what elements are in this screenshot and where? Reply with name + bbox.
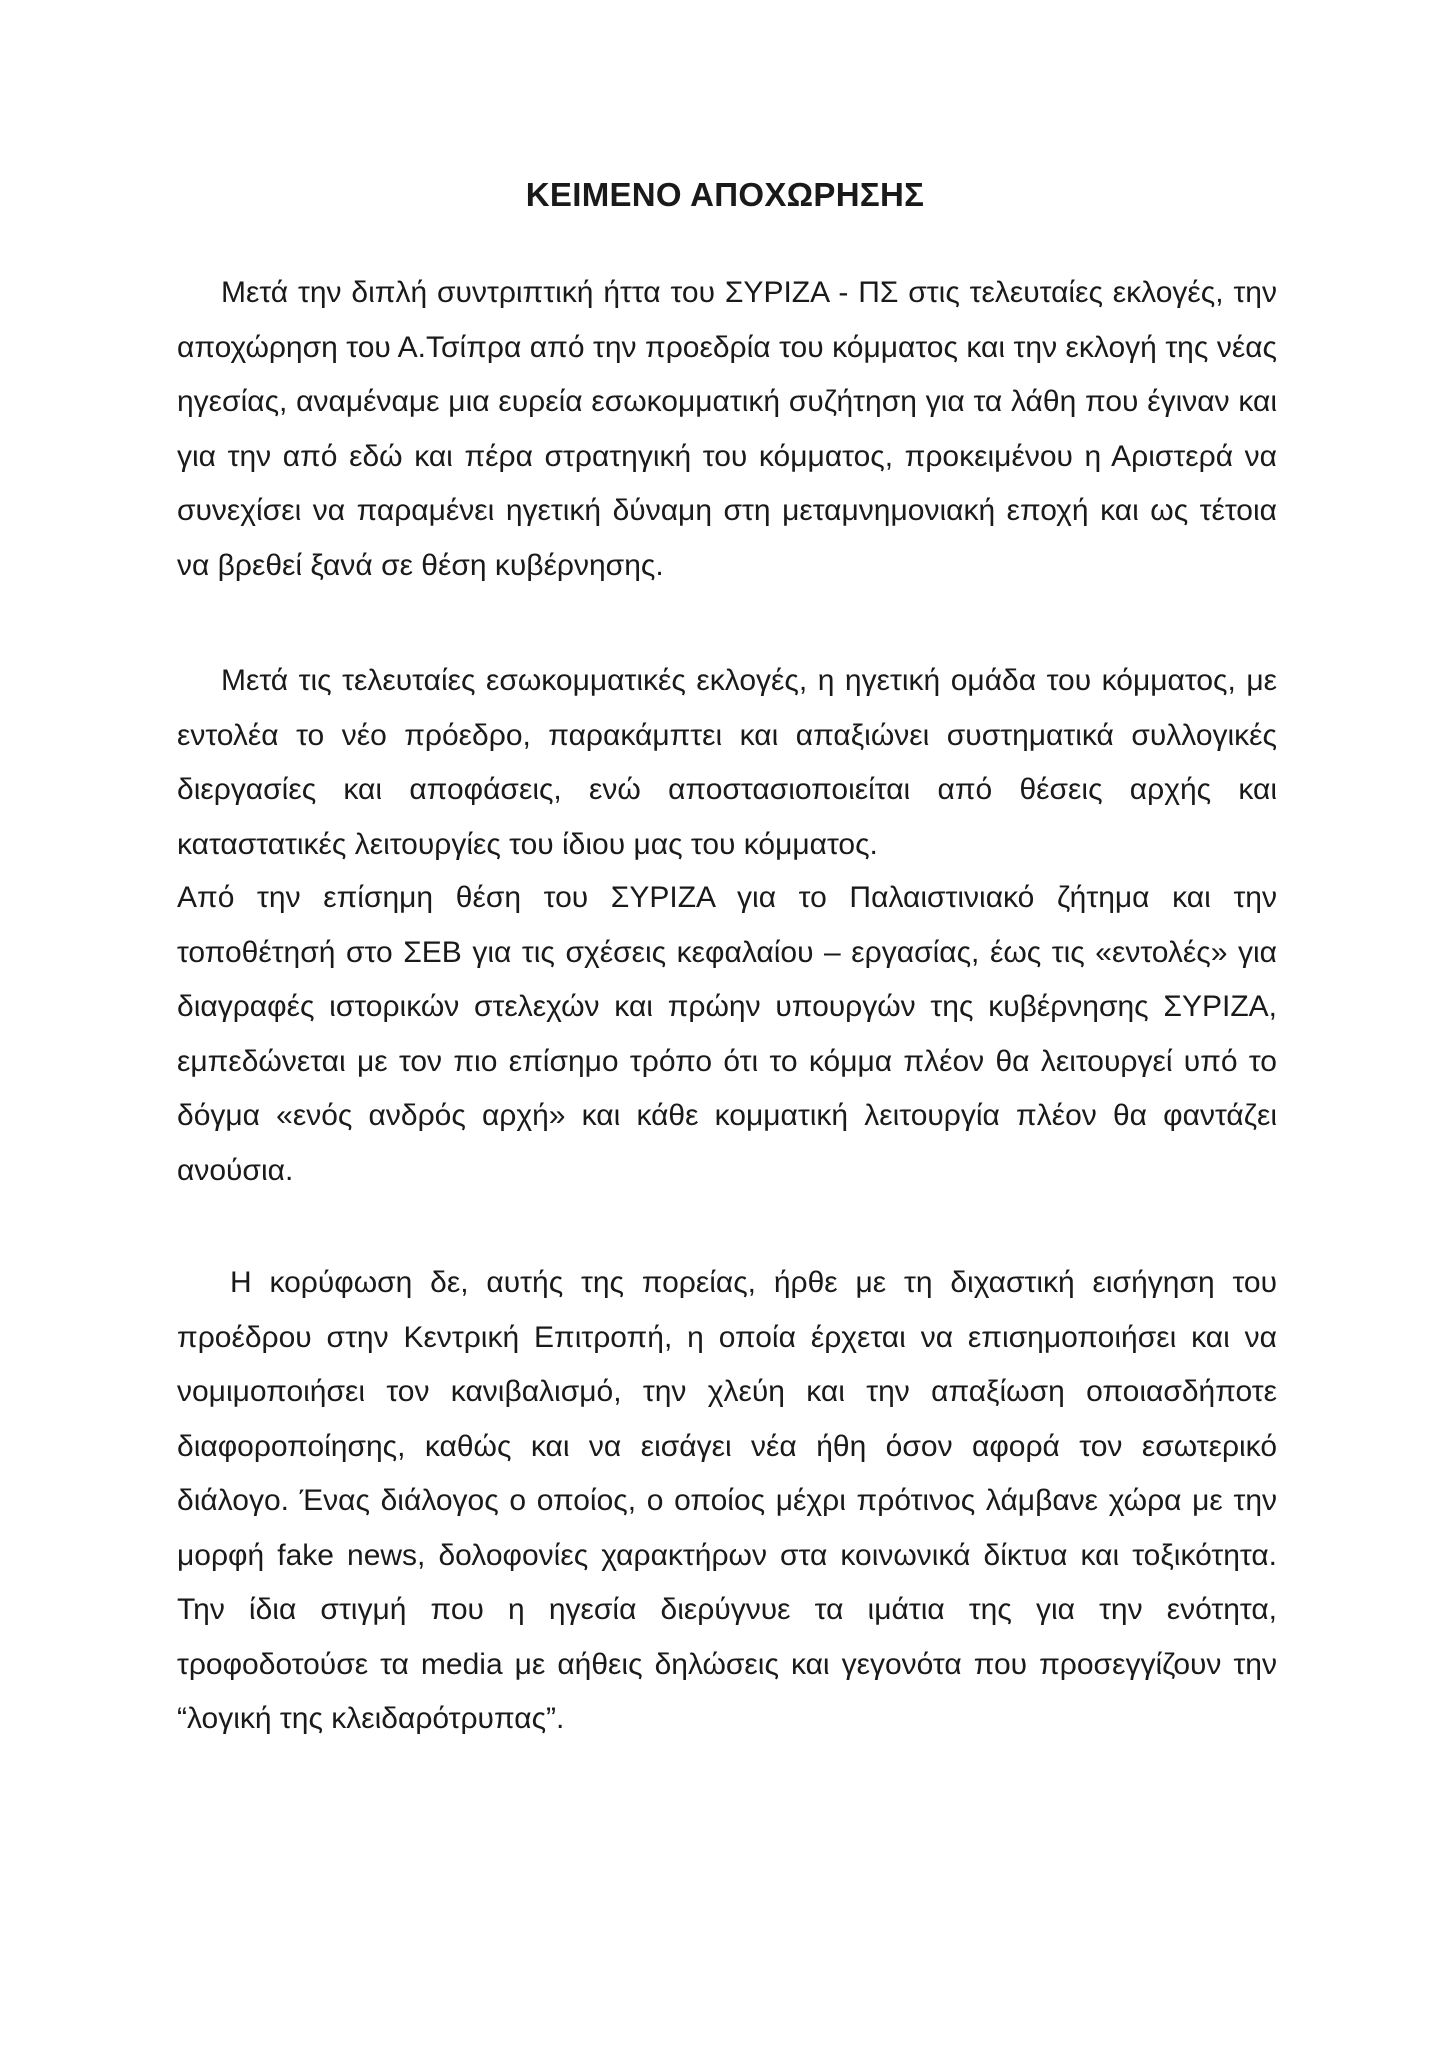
- paragraph-1: Μετά την διπλή συντριπτική ήττα του ΣΥΡΙΖΑ - ΠΣ στις τελευταίες εκλογές, την αποχώρηση του Α.Τσίπρα από την προεδρία του κόμματος και την εκλογή της νέας ηγεσίας, αναμέναμε μια ευρεία εσωκομματική συζήτηση για τα λάθη που έγιναν και για την από εδώ και πέρα στρατηγική του κόμματος, προκειμένου η Αριστερά να συνεχίσει να παραμένει ηγετική δύναμη στη μεταμνημονιακή εποχή και ως τέτοια να βρεθεί ξανά σε θέση κυβέρνησης.: [177, 276, 1277, 582]
- document-title: ΚΕΙΜΕΝΟ ΑΠΟΧΩΡΗΣΗΣ: [525, 176, 925, 213]
- paragraph-4: Η κορύφωση δε, αυτής της πορείας, ήρθε με τη διχαστική εισήγηση του προέδρου στην Κεντρική Επιτροπή, η οποία έρχεται να επισημοποιήσει και να νομιμοποιήσει τον κανιβαλισμό, την χλεύη και την απαξίωση οποιασδήποτε διαφοροποίησης, καθώς και να εισάγει νέα ήθη όσον αφορά τον εσωτερικό διάλογο. Ένας διάλογος ο οποίος, ο οποίος μέχρι πρότινος λάμβανε χώρα με την μορφή fake news, δολοφονίες χαρακτήρων στα κοινωνικά δίκτυα και τοξικότητα. Την ίδια στιγμή που η ηγεσία διερύγνυε τα ιμάτια της για την ενότητα, τροφοδοτούσε τα media με αήθεις δηλώσεις και γεγονότα που προσεγγίζουν την “λογική της κλειδαρότρυπας”.: [177, 1266, 1277, 1735]
- paragraph-2: Μετά τις τελευταίες εσωκομματικές εκλογές, η ηγετική ομάδα του κόμματος, με εντολέα το νέο πρόεδρο, παρακάμπτει και απαξιώνει συστηματικά συλλογικές διεργασίες και αποφάσεις, ενώ αποστασιοποιείται από θέσεις αρχής και καταστατικές λειτουργίες του ίδιου μας του κόμματος.: [177, 664, 1277, 861]
- paragraph-3: Από την επίσημη θέση του ΣΥΡΙΖΑ για το Παλαιστινιακό ζήτημα και την τοποθέτησή στο ΣΕΒ για τις σχέσεις κεφαλαίου – εργασίας, έως τις «εντολές» για διαγραφές ιστορικών στελεχών και πρώην υπουργών της κυβέρνησης ΣΥΡΙΖΑ, εμπεδώνεται με τον πιο επίσημο τρόπο ότι το κόμμα πλέον θα λειτουργεί υπό το δόγμα «ενός ανδρός αρχή» και κάθε κομματική λειτουργία πλέον θα φαντάζει ανούσια.: [177, 881, 1277, 1187]
